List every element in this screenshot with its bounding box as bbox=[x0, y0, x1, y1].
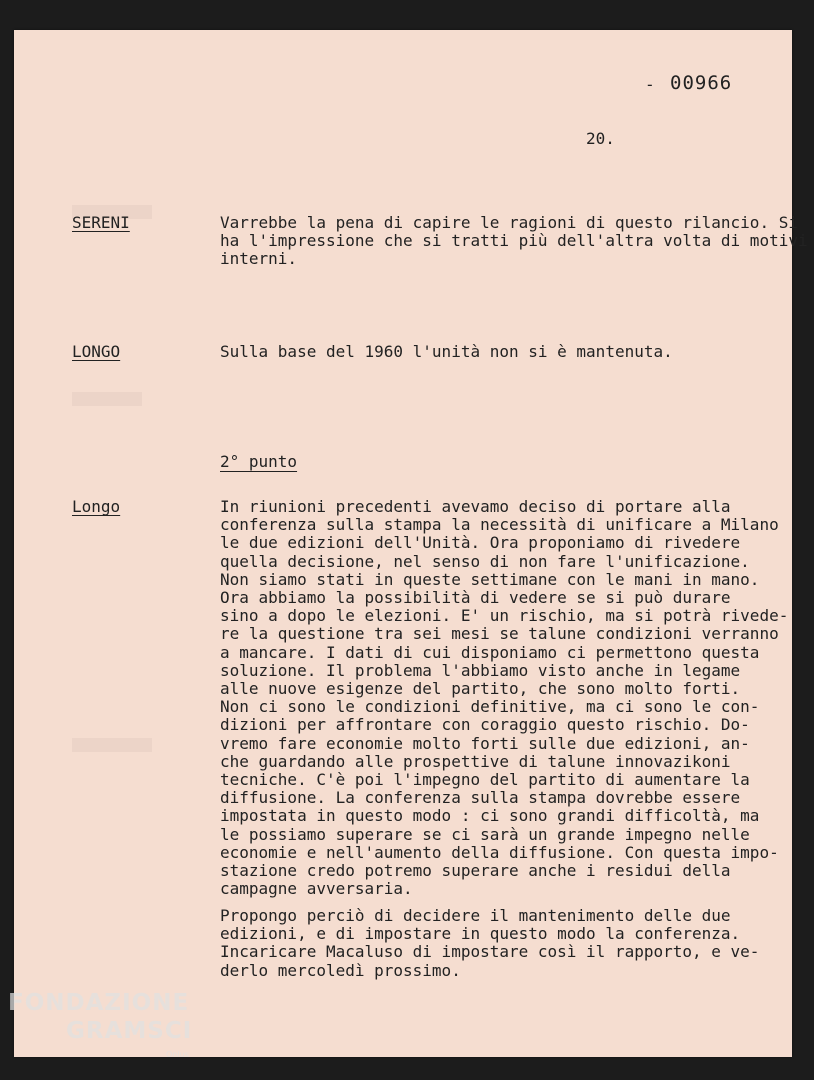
text-line: campagne avversaria. bbox=[220, 879, 413, 899]
document-number-dash: - bbox=[645, 75, 655, 94]
fondazione-gramsci-watermark bbox=[8, 990, 208, 1070]
section-heading: 2° punto bbox=[220, 452, 298, 471]
text-line: diffusione. La conferenza sulla stampa dovrebbe essere bbox=[220, 788, 741, 808]
watermark-line: GRAMSCI bbox=[66, 1018, 193, 1044]
speech-paragraph bbox=[220, 343, 673, 361]
text-line: re la questione tra sei mesi se talune condizioni verranno bbox=[220, 624, 779, 644]
text-line: le possiamo superare se ci sarà un grande impegno nelle bbox=[220, 824, 750, 844]
text-line: che guardando alle prospettive di talune innovazikoni bbox=[220, 751, 731, 771]
text-line: quella decisione, nel senso di non fare l'unificazione. bbox=[220, 551, 750, 571]
text-line: interni. bbox=[220, 249, 298, 269]
text-line: Incaricare Macaluso di impostare così il rapporto, e ve- bbox=[220, 942, 760, 962]
text-line: Ora abbiamo la possibilità di vedere se si può durare bbox=[220, 588, 731, 608]
text-line: dizioni per affrontare con coraggio questo rischio. Do- bbox=[220, 715, 750, 735]
text-line: Propongo perciò di decidere il mantenimento delle due bbox=[220, 906, 731, 925]
text-line: economie e nell'aumento della diffusione. Con questa impo- bbox=[220, 842, 779, 862]
text-line: le due edizioni dell'Unità. Ora proponiamo di rivedere bbox=[220, 533, 741, 553]
text-line: sino a dopo le elezioni. E' un rischio, ma si potrà rivede- bbox=[220, 606, 789, 626]
speech-paragraph bbox=[220, 907, 759, 980]
speech-paragraph bbox=[220, 214, 808, 269]
speaker-name: LONGO bbox=[72, 342, 121, 361]
watermark-line: Onlus bbox=[166, 1050, 189, 1059]
text-line: impostata in questo modo : ci sono grandi difficoltà, ma bbox=[220, 806, 760, 826]
text-line: edizioni, e di impostare in questo modo la conferenza. bbox=[220, 924, 741, 944]
text-line: tecniche. C'è poi l'impegno del partito di aumentare la bbox=[220, 770, 750, 790]
speaker-name: SERENI bbox=[72, 213, 130, 232]
text-line: Non ci sono le condizioni definitive, ma ci sono le con- bbox=[220, 697, 760, 717]
text-line: In riunioni precedenti avevamo deciso di portare alla bbox=[220, 497, 731, 516]
speaker-name: Longo bbox=[72, 497, 121, 516]
text-line: conferenza sulla stampa la necessità di unificare a Milano bbox=[220, 515, 779, 535]
page-number: 20. bbox=[586, 129, 615, 148]
document-number: 00966 bbox=[670, 72, 733, 94]
text-line: alle nuove esigenze del partito, che sono molto forti. bbox=[220, 679, 741, 699]
watermark-line: FONDAZIONE bbox=[8, 990, 190, 1016]
text-line: ha l'impressione che si tratti più dell'altra volta di motivi bbox=[220, 231, 808, 251]
text-line: Sulla base del 1960 l'unità non si è mantenuta. bbox=[220, 342, 673, 361]
text-line: a mancare. I dati di cui disponiamo ci permettono questa bbox=[220, 642, 760, 662]
text-line: Non siamo stati in queste settimane con le mani in mano. bbox=[220, 569, 760, 589]
text-line: derlo mercoledì prossimo. bbox=[220, 960, 461, 980]
speech-paragraph bbox=[220, 498, 788, 898]
text-line: Varrebbe la pena di capire le ragioni di questo rilancio. Si bbox=[220, 213, 798, 232]
text-line: soluzione. Il problema l'abbiamo visto anche in legame bbox=[220, 660, 741, 680]
text-line: vremo fare economie molto forti sulle due edizioni, an- bbox=[220, 733, 750, 753]
text-line: stazione credo potremo superare anche i residui della bbox=[220, 861, 731, 881]
